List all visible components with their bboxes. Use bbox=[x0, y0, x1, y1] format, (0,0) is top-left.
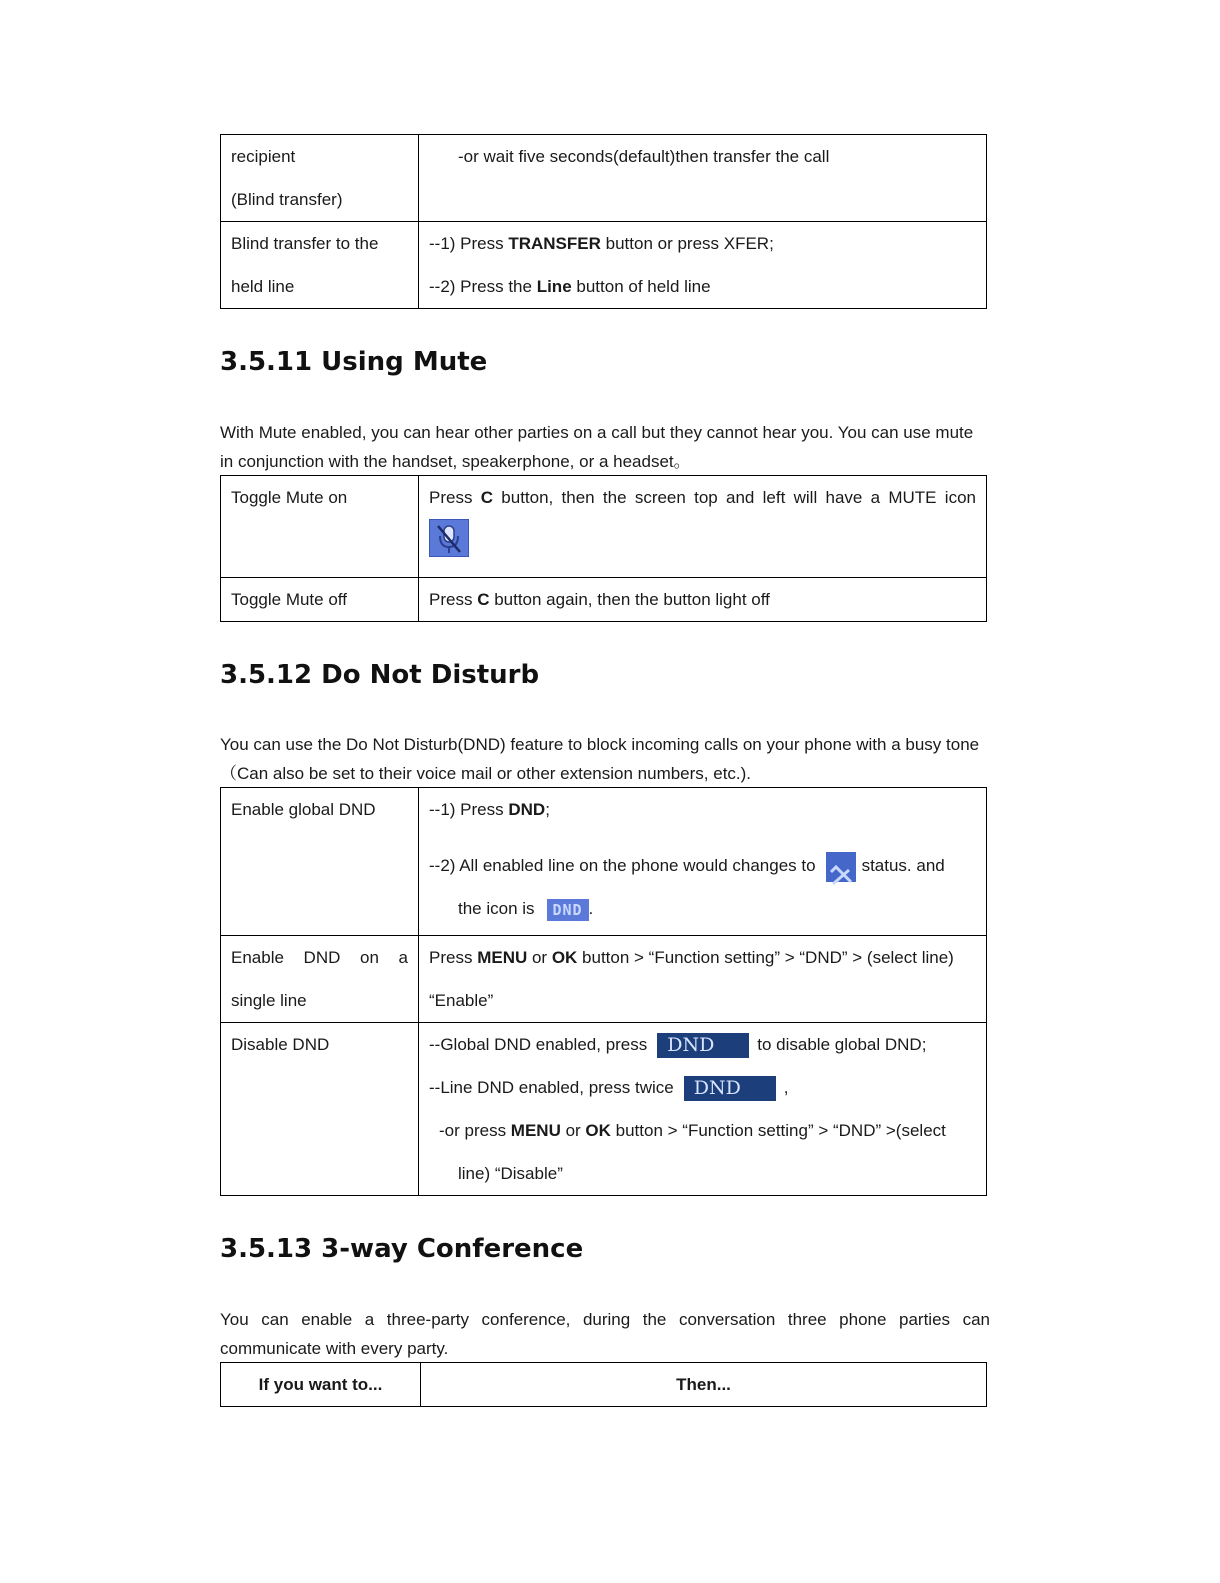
table-row bbox=[221, 788, 987, 936]
dnd-table bbox=[220, 787, 987, 1196]
word: will bbox=[793, 488, 818, 507]
word: have bbox=[825, 488, 863, 507]
column-header: If you want to... bbox=[258, 1375, 383, 1394]
section-heading: 3.5.13 3-way Conference bbox=[220, 1234, 584, 1264]
word: button, bbox=[501, 488, 554, 507]
word: a bbox=[870, 488, 881, 507]
mute-table bbox=[220, 475, 987, 622]
dnd-key-icon: DND bbox=[684, 1076, 776, 1101]
row-label bbox=[231, 936, 408, 979]
step-line: --1) Press DND; bbox=[429, 800, 550, 819]
word: Press bbox=[429, 488, 473, 507]
step-line: the icon is DND . bbox=[458, 899, 594, 919]
word: screen bbox=[634, 488, 686, 507]
row-label: Enable global DND bbox=[231, 800, 376, 819]
word: DND bbox=[303, 948, 341, 967]
column-header: Then... bbox=[676, 1375, 731, 1394]
table-row bbox=[221, 936, 987, 1023]
conference-table bbox=[220, 1362, 987, 1407]
row-action: Press C button again, then the button light off bbox=[429, 590, 770, 609]
step-line: Press MENU or OK button > “Function setting” > “DND” > (select line) bbox=[429, 948, 954, 967]
word: and bbox=[726, 488, 755, 507]
table-row bbox=[221, 1023, 987, 1196]
mute-icon bbox=[429, 519, 469, 557]
word: Enable bbox=[231, 948, 284, 967]
section-heading: 3.5.11 Using Mute bbox=[220, 347, 488, 377]
table-row bbox=[221, 578, 987, 622]
row-action: -or wait five seconds(default)then transfer the call bbox=[458, 147, 830, 166]
step-line: --Line DND enabled, press twice DND , bbox=[429, 1077, 789, 1100]
step-line: line) “Disable” bbox=[458, 1164, 563, 1183]
transfer-table bbox=[220, 134, 987, 309]
section-intro: With Mute enabled, you can hear other parties on a call but they cannot hear you. You can use mute in conjunction with the handset, speakerphone, or a headset。 bbox=[220, 423, 974, 471]
table-row bbox=[221, 135, 987, 222]
step-line: “Enable” bbox=[429, 991, 494, 1010]
word: a bbox=[398, 948, 408, 967]
word: C bbox=[480, 488, 494, 507]
row-label: Toggle Mute off bbox=[231, 590, 347, 609]
row-label: Blind transfer to the bbox=[231, 234, 379, 253]
row-label: Toggle Mute on bbox=[231, 488, 348, 507]
step-line: --2) All enabled line on the phone would changes to status. and bbox=[429, 831, 976, 887]
table-header-row bbox=[221, 1363, 987, 1407]
step-line: --1) Press TRANSFER button or press XFER; bbox=[429, 234, 774, 253]
row-label: single line bbox=[231, 991, 307, 1010]
row-label: (Blind transfer) bbox=[231, 190, 343, 209]
section-intro: You can enable a three-party conference, during the conversation three phone parties can communicate with every party. bbox=[220, 1310, 990, 1358]
row-label: Disable DND bbox=[231, 1035, 330, 1054]
step-line: --Global DND enabled, press DND to disable global DND; bbox=[429, 1034, 927, 1057]
dnd-key-icon: DND bbox=[657, 1033, 749, 1058]
row-label: recipient bbox=[231, 147, 296, 166]
word: top bbox=[694, 488, 718, 507]
row-action bbox=[429, 476, 976, 519]
dnd-icon: DND bbox=[547, 899, 589, 921]
table-row bbox=[221, 222, 987, 309]
word: icon bbox=[944, 488, 976, 507]
line-dnd-status-icon bbox=[826, 852, 856, 882]
word: MUTE bbox=[888, 488, 937, 507]
step-line: -or press MENU or OK button > “Function setting” > “DND” >(select bbox=[439, 1121, 946, 1140]
word: the bbox=[602, 488, 627, 507]
table-row bbox=[221, 476, 987, 578]
word: on bbox=[360, 948, 379, 967]
word: left bbox=[762, 488, 786, 507]
word: then bbox=[561, 488, 595, 507]
section-intro: You can use the Do Not Disturb(DND) feature to block incoming calls on your phone with a busy tone（Can also be set to their voice mail or other extension numbers, etc.). bbox=[220, 735, 980, 783]
step-line: --2) Press the Line button of held line bbox=[429, 277, 711, 296]
section-heading: 3.5.12 Do Not Disturb bbox=[220, 660, 540, 690]
row-label: held line bbox=[231, 277, 295, 296]
